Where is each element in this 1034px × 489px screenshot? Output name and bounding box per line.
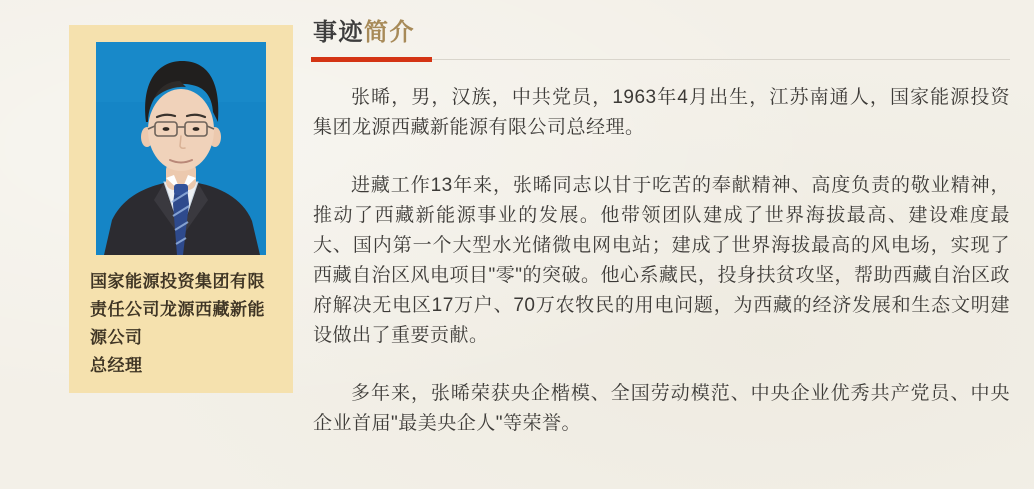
section-heading-gold: 简介	[364, 19, 415, 46]
heading-underline	[313, 57, 1010, 62]
section-heading	[313, 17, 1010, 49]
section-heading-dark: 事迹	[313, 19, 364, 46]
bio-paragraph: 进藏工作13年来，张晞同志以甘于吃苦的奉献精神、高度负责的敬业精神，推动了西藏新能源事业的发展。他带领团队建成了世界海拔最高、建设难度最大、国内第一个大型水光储微电网电站；建成了世界海拔最高的风电场，实现了西藏自治区风电项目"零"的突破。他心系藏民，投身扶贫攻坚，帮助西藏自治区政府解决无电区17万户、70万农牧民的用电问题，为西藏的经济发展和生态文明建设做出了重要贡献。	[313, 175, 1010, 346]
bio-section	[313, 17, 1010, 439]
bio-text	[313, 83, 1010, 439]
card-organization: 国家能源投资集团有限责任公司龙源西藏新能源公司	[90, 272, 265, 347]
bio-paragraph: 张晞，男，汉族，中共党员，1963年4月出生，江苏南通人，国家能源投资集团龙源西藏新能源有限公司总经理。	[313, 87, 1010, 138]
accent-underline	[311, 57, 432, 62]
card-job-title: 总经理	[90, 356, 143, 375]
profile-card	[69, 25, 293, 393]
portrait-photo	[96, 42, 266, 255]
bio-paragraph: 多年来，张晞荣获央企楷模、全国劳动模范、中央企业优秀共产党员、中央企业首届"最美央企人"等荣誉。	[313, 383, 1010, 434]
